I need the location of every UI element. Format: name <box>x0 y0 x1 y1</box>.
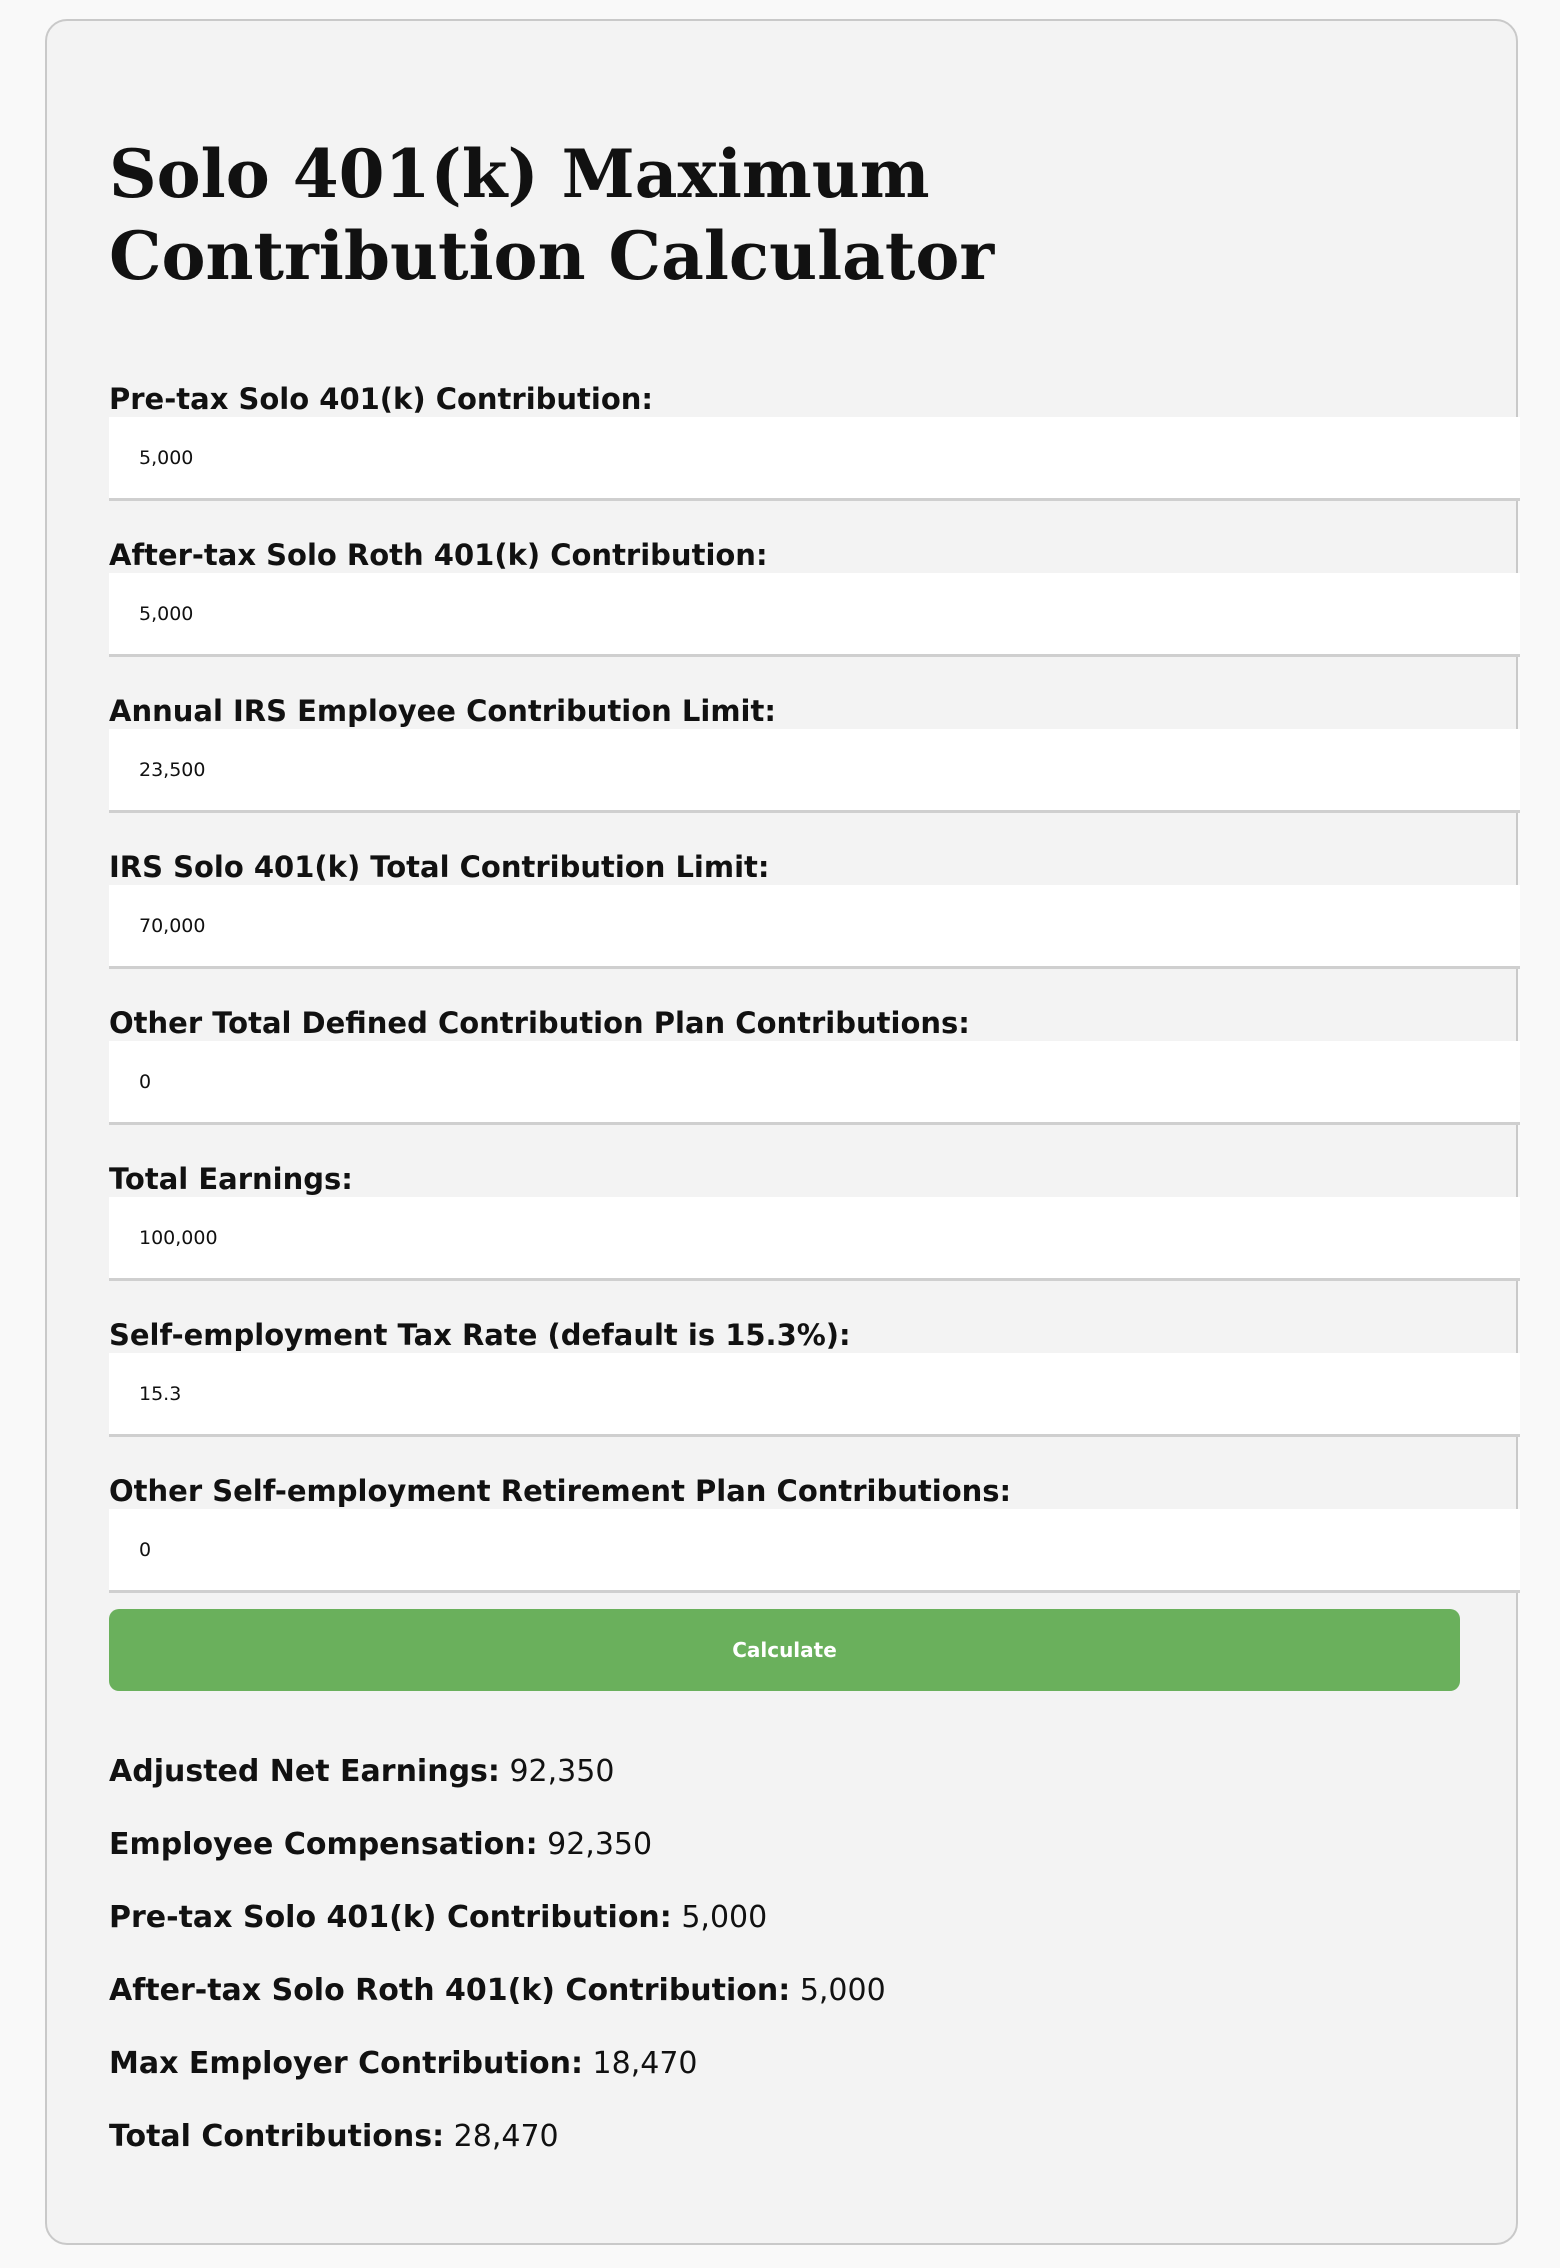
field-label: IRS Solo 401(k) Total Contribution Limit: <box>109 850 770 884</box>
total-limit-input[interactable] <box>109 885 1520 969</box>
field-label: Other Total Defined Contribution Plan Contributions: <box>109 1006 970 1040</box>
field-label: Other Self-employment Retirement Plan Contributions: <box>109 1474 1012 1508</box>
field-label: Self-employment Tax Rate (default is 15.3%): <box>109 1318 851 1352</box>
field-total-limit <box>109 849 1520 969</box>
result-value: 18,470 <box>592 2046 698 2081</box>
result-adjusted-net-earnings <box>109 1753 614 1791</box>
field-label: Annual IRS Employee Contribution Limit: <box>109 694 776 728</box>
result-value: 28,470 <box>453 2119 559 2154</box>
calculate-button[interactable]: Calculate <box>109 1609 1460 1691</box>
se-tax-rate-input[interactable] <box>109 1353 1520 1437</box>
calculator-card <box>45 19 1518 2245</box>
result-label: After-tax Solo Roth 401(k) Contribution: <box>109 1973 791 2008</box>
page-title: Solo 401(k) Maximum Contribution Calculator <box>109 135 995 295</box>
field-other-defined-contributions <box>109 1005 1520 1125</box>
result-label: Total Contributions: <box>109 2119 445 2154</box>
result-roth-contribution <box>109 1972 886 2010</box>
result-label: Employee Compensation: <box>109 1827 538 1862</box>
result-label: Adjusted Net Earnings: <box>109 1754 500 1789</box>
result-max-employer-contribution <box>109 2045 698 2083</box>
result-total-contributions <box>109 2118 559 2156</box>
pretax-contribution-input[interactable] <box>109 417 1520 501</box>
field-roth-contribution <box>109 537 1520 657</box>
field-label: After-tax Solo Roth 401(k) Contribution: <box>109 538 768 572</box>
field-label: Pre-tax Solo 401(k) Contribution: <box>109 382 654 416</box>
other-se-contributions-input[interactable] <box>109 1509 1520 1593</box>
field-se-tax-rate <box>109 1317 1520 1437</box>
result-value: 5,000 <box>799 1973 886 2008</box>
employee-limit-input[interactable] <box>109 729 1520 813</box>
field-pretax-contribution <box>109 381 1520 501</box>
result-value: 92,350 <box>509 1754 615 1789</box>
result-value: 92,350 <box>547 1827 653 1862</box>
field-total-earnings <box>109 1161 1520 1281</box>
result-label: Pre-tax Solo 401(k) Contribution: <box>109 1900 672 1935</box>
total-earnings-input[interactable] <box>109 1197 1520 1281</box>
field-other-se-contributions <box>109 1473 1520 1593</box>
other-defined-contributions-input[interactable] <box>109 1041 1520 1125</box>
result-value: 5,000 <box>681 1900 768 1935</box>
result-pretax-contribution <box>109 1899 767 1937</box>
result-label: Max Employer Contribution: <box>109 2046 583 2081</box>
roth-contribution-input[interactable] <box>109 573 1520 657</box>
result-employee-compensation <box>109 1826 652 1864</box>
field-label: Total Earnings: <box>109 1162 353 1196</box>
field-employee-limit <box>109 693 1520 813</box>
